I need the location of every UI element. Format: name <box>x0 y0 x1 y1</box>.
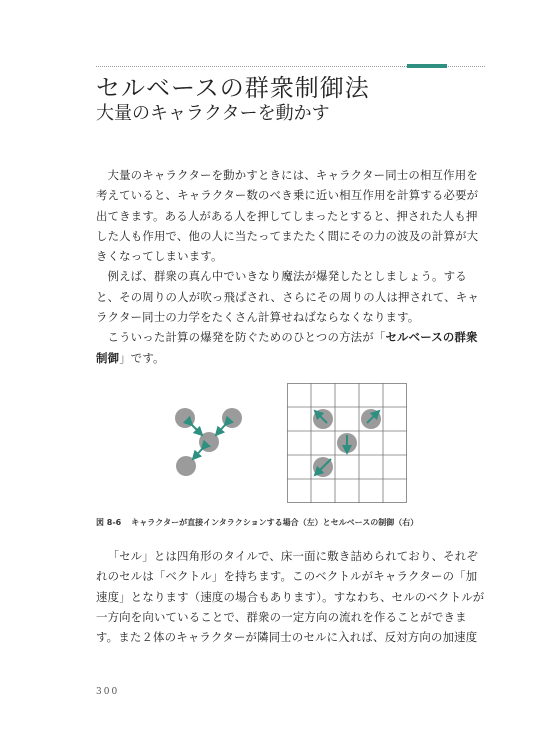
page-number: 300 <box>96 687 120 697</box>
figure-number: 図 8-6 <box>96 518 122 527</box>
highlight-term: セルベースの群衆制御 <box>96 330 478 365</box>
page-subtitle: 大量のキャラクターを動かす <box>96 103 330 124</box>
paragraph <box>96 327 488 368</box>
body-section-2 <box>96 546 488 647</box>
figure-cell-grid <box>287 383 407 503</box>
interaction-arrow <box>192 425 202 435</box>
paragraph-text: 」です。 <box>119 350 165 365</box>
paragraph: 例えば、群衆の真ん中でいきなり魔法が爆発したとしましょう。すると、その周りの人が吹っ飛ばされ、さらにその周りの人は押されて、キャラクター同士の力学をたくさん計算せねばならなくなります。 <box>96 269 479 325</box>
interaction-arrow <box>193 449 202 459</box>
figure-caption <box>96 517 418 528</box>
body-section-1 <box>96 165 488 368</box>
figure-direct-interaction <box>168 400 248 480</box>
paragraph: 大量のキャラクターを動かすときには、キャラクター同士の相互作用を考えていると、キャラクター数のべき乗に近い相互作用を計算する必要が出てきます。ある人がある人を押してしまったとすると、押された人も押した人も作用で、他の人に当たってまたたく間にその力の波及の計算が大きくなってしまいます。 <box>96 168 479 264</box>
page-title: セルベースの群衆制御法 <box>96 74 370 102</box>
figure-caption-text: キャラクターが直接インタラクションする場合（左）とセルベースの制御（右） <box>131 518 419 527</box>
interaction-arrow <box>216 425 225 435</box>
paragraph-text: こういった計算の爆発を防ぐためのひとつの方法が「 <box>107 330 386 345</box>
accent-bar <box>407 64 447 68</box>
paragraph: 「セル」とは四角形のタイルで、床一面に敷き詰められており、それぞれのセルは「ベクトル」を持ちます。このベクトルがキャラクターの「加速度」となります（速度の場合もあります）。すなわち、セルのベクトルが一方向を向いていることで、群衆の一定方向の流れを作ることができます。また２体のキャラクターが隣同士のセルに入れば、反対方向の加速度 <box>96 549 485 645</box>
